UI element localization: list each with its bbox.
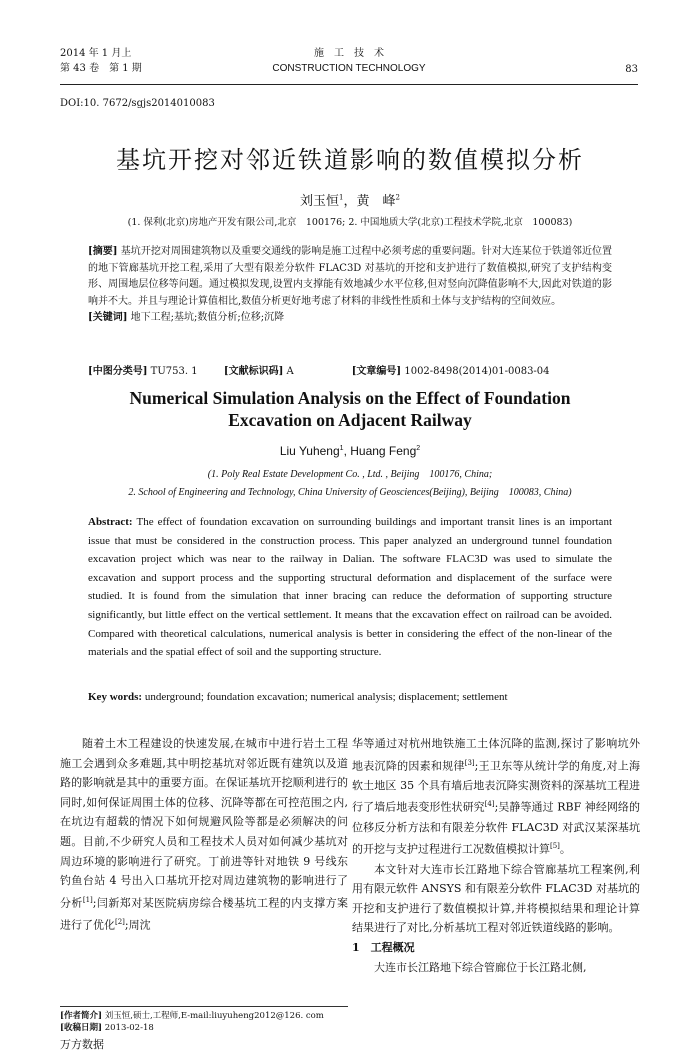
citation-2[interactable]: [2] (115, 918, 125, 926)
footnote-date-label: [收稿日期] (60, 1023, 103, 1033)
body-column-left (60, 734, 348, 935)
footnote-date: 2013-02-18 (104, 1023, 154, 1033)
authors-en (0, 444, 700, 458)
abstract-cn-label: [摘要] (88, 246, 118, 257)
body-text: ;闫新郑对某医院病房综合楼基坑工程的内支撑方案进行了优化 (60, 896, 348, 932)
journal-name-en: CONSTRUCTION TECHNOLOGY (272, 63, 426, 74)
issue-volume: 第 43 卷 第 1 期 (60, 63, 142, 74)
page-number: 83 (625, 64, 638, 75)
body-text: ;周沈 (124, 918, 151, 932)
clc-value: TU753. 1 (150, 366, 198, 377)
author-1-cn-sup: 1 (339, 193, 344, 202)
title-en-line1: Numerical Simulation Analysis on the Effect of Foundation (129, 388, 571, 408)
body-paragraph (352, 734, 640, 860)
classification-row (88, 362, 550, 377)
watermark: 万方数据 (60, 1038, 104, 1051)
footnote-author: 刘玉恒,硕士,工程师,E-mail:liuyuheng2012@126. com (104, 1011, 324, 1021)
keywords-en-label: Key words: (88, 691, 143, 703)
keywords-en-text: underground; foundation excavation; numerical analysis; displacement; settlement (144, 691, 508, 703)
doc-code-label: [文献标识码] (223, 366, 284, 377)
citation-1[interactable]: [1] (82, 895, 93, 904)
affiliation-cn: (1. 保利(北京)房地产开发有限公司,北京 100176; 2. 中国地质大学(北京)工程技术学院,北京 100083) (127, 217, 573, 228)
body-text: 。 (559, 842, 571, 856)
body-paragraph (60, 734, 348, 935)
body-text: ;吴静等通过 RBF 神经网络的位移反分析方法和有限差分软件 FLAC3D 对武汉某深基坑的开挖与支护过程进行工况数值模拟计算 (352, 801, 640, 856)
article-id-value: 1002-8498(2014)01-0083-04 (404, 366, 550, 377)
abstract-cn (88, 244, 612, 327)
doc-code-value: A (286, 366, 294, 377)
title-en (0, 387, 700, 431)
abstract-en-label: Abstract: (88, 516, 133, 528)
body-text: 华等通过对杭州地铁施工土体沉降的监测,探讨了影响坑外地表沉降的因素和规律 (352, 737, 640, 773)
keywords-cn-label: [关键词] (88, 312, 128, 323)
abstract-cn-text: 基坑开挖对周围建筑物以及重要交通线的影响是施工过程中必须考虑的重要问题。针对大连某位于铁道邻近位置的地下管廊基坑开挖工程,采用了大型有限差分软件 FLAC3D 对基坑的开挖和支护进行了数值模拟,研究了支护结构变形、周围地层位移等问题。通过模拟发现,设置内支撑能有效地减少水平位移,但对竖向沉降值影响不大,因此对铁道的影响并不大。并且与理论计算值相比,数值分析更好地考虑了材料的非线性性质和土体与支护结构的空间效应。 (88, 246, 613, 307)
citation-5[interactable]: [5] (550, 842, 560, 851)
author-1-cn: 刘玉恒 (300, 194, 340, 209)
affiliation-en (60, 466, 640, 502)
abstract-en (88, 513, 612, 662)
journal-name (60, 46, 638, 76)
citation-3[interactable]: [3] (464, 758, 475, 767)
author-sep-cn: ， (343, 194, 357, 209)
journal-name-cn: 施 工 技 术 (314, 48, 384, 59)
running-header (60, 46, 638, 85)
author-2-en-sup: 2 (416, 445, 421, 452)
title-cn: 基坑开挖对邻近铁道影响的数值模拟分析 (116, 146, 584, 174)
authors-cn (0, 190, 700, 209)
citation-4[interactable]: [4] (484, 800, 495, 809)
body-column-right (352, 734, 640, 977)
section-heading: 1 工程概况 (352, 940, 415, 954)
author-2-cn-sup: 2 (395, 193, 400, 202)
author-2-cn: 黄 峰 (356, 194, 396, 209)
body-paragraph: 本文针对大连市长江路地下综合管廊基坑工程案例,利用有限元软件 ANSYS 和有限差分软件 FLAC3D 对基坑的开挖和支护进行了数值模拟计算,并将模拟结果和理论计算结果进行了对比,分析基坑工程对邻近铁道线路的影响。 (352, 862, 641, 935)
body-text: 随着土木工程建设的快速发展,在城市中进行岩土工程施工会遇到众多难题,其中明挖基坑对邻近既有建筑以及道路的影响就是其中的重要方面。在保证基坑开挖顺利进行的同时,如何保证周围土体的位移、沉降等都在可控范围之内,在坑边有超载的情况下如何规避风险等都是必须解决的问题。目前,不少研究人员和工程技术人员对如何减少基坑对周边环境的影响进行了研究。丁前进等针对地铁 9 号线东钓鱼台站 4 号出入口基坑开挖对周边建筑物的影响进行了分析 (60, 737, 348, 910)
author-1-en: Liu Yuheng (279, 444, 340, 458)
author-2-en: Huang Feng (350, 444, 417, 458)
article-id-label: [文章编号] (351, 366, 402, 377)
title-en-line2: Excavation on Adjacent Railway (228, 410, 472, 430)
issue-date: 2014 年 1 月上 (60, 48, 132, 59)
author-sep-en: , (343, 444, 351, 458)
author-1-en-sup: 1 (339, 445, 344, 452)
abstract-en-text: The effect of foundation excavation on surrounding buildings and important transit lines is an important issue that must be considered in the construction process. This paper analyzed an underground tunnel foundation excavation project which was near to the railway in Dalian. The software FLAC3D was used to simulate the excavation and support process and the supporting structural deformation and displacement of the surface were studied. It is found from the simulation that inner bracing can reduce the deformation of supporting structure significantly, but little effect on the vertical settlement. It means that the excavation effect on railroad can be avoided. Compared with theoretical calculations, numerical analysis is better in considering the effect of the non-linear of the materials and the spatial effect of soil and the supporting structure. (88, 516, 612, 659)
footnote-author-label: [作者简介] (60, 1011, 103, 1021)
doi: DOI:10. 7672/sgjs2014010083 (60, 98, 215, 109)
affiliation-en-line2: 2. School of Engineering and Technology, China University of Geosciences(Beijing), Beijing 100083, China) (128, 487, 572, 498)
body-paragraph: 大连市长江路地下综合管廊位于长江路北侧, (374, 960, 587, 974)
affiliation-en-line1: (1. Poly Real Estate Development Co. , Ltd. , Beijing 100176, China; (207, 469, 493, 480)
keywords-en (88, 691, 640, 703)
footnote (60, 1006, 348, 1034)
clc-label: [中图分类号] (88, 366, 148, 377)
keywords-cn-text: 地下工程;基坑;数值分析;位移;沉降 (130, 312, 285, 323)
body-text: ;王卫东等从统计学的角度,对上海软土地区 35 个具有墙后地表沉降实测资料的深基坑工程进行了墙后地表变形性状研究 (352, 759, 640, 815)
